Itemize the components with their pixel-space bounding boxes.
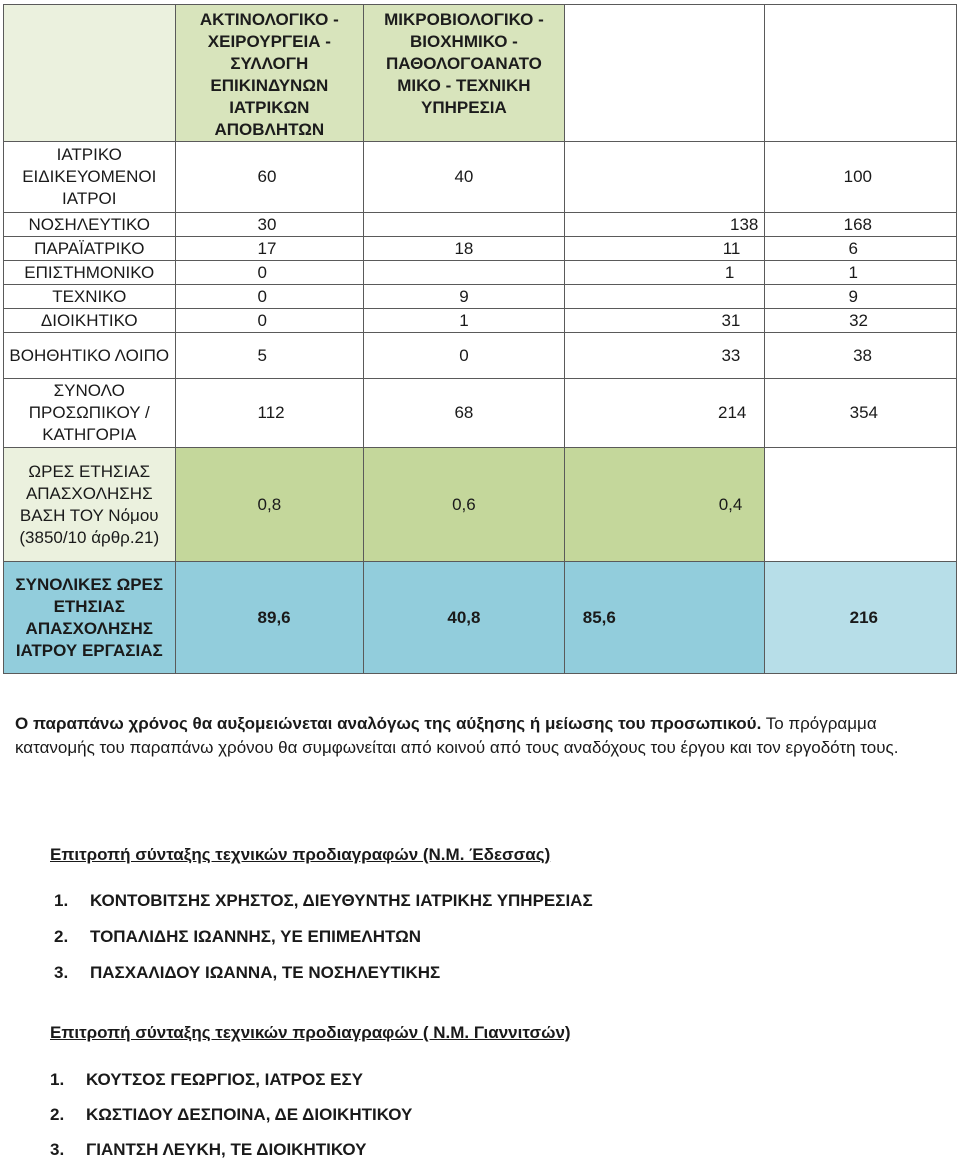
committee-member — [54, 891, 593, 911]
cell-value: 0 — [175, 309, 364, 333]
header-cell-empty — [4, 5, 176, 142]
cell-value — [765, 448, 957, 562]
member-name: ΚΩΣΤΙΔΟΥ ΔΕΣΠΟΙΝΑ, ΔΕ ΔΙΟΙΚΗΤΙΚΟΥ — [86, 1105, 413, 1124]
cell-value: 38 — [765, 333, 957, 379]
member-name: ΚΟΝΤΟΒΙΤΣΗΣ ΧΡΗΣΤΟΣ, ΔΙΕΥΘΥΝΤΗΣ ΙΑΤΡΙΚΗΣ ΥΠΗΡΕΣΙΑΣ — [90, 891, 593, 910]
table-row — [4, 237, 957, 261]
header-cell-blank-3 — [564, 5, 765, 142]
cell-value: 9 — [765, 285, 957, 309]
committee-title-edessa: Επιτροπή σύνταξης τεχνικών προδιαγραφών (Ν.Μ. Έδεσσας) — [50, 845, 551, 864]
committee-member — [50, 1105, 412, 1125]
cell-value: 40 — [364, 142, 565, 213]
cell-value: 216 — [765, 562, 957, 674]
header-cell-radiology: ΑΚΤΙΝΟΛΟΓΙΚΟ - ΧΕΙΡΟΥΡΓΕΙΑ - ΣΥΛΛΟΓΗ ΕΠΙΚΙΝΔΥΝΩΝ ΙΑΤΡΙΚΩΝ ΑΠΟΒΛΗΤΩΝ — [175, 5, 364, 142]
table-row — [4, 309, 957, 333]
note-paragraph — [15, 712, 950, 760]
row-label: ΙΑΤΡΙΚΟ ΕΙΔΙΚΕΥΟΜΕΝΟΙ ΙΑΤΡΟΙ — [4, 142, 176, 213]
table-row — [4, 142, 957, 213]
cell-value: 1 — [765, 261, 957, 285]
cell-value: 9 — [364, 285, 565, 309]
member-name: ΚΟΥΤΣΟΣ ΓΕΩΡΓΙΟΣ, ΙΑΤΡΟΣ ΕΣΥ — [86, 1070, 363, 1089]
staff-hours-table — [3, 4, 957, 674]
header-cell-microbiology: ΜΙΚΡΟΒΙΟΛΟΓΙΚΟ - ΒΙΟΧΗΜΙΚΟ - ΠΑΘΟΛΟΓΟΑΝΑΤΟ ΜΙΚΟ - ΤΕΧΝΙΚΗ ΥΠΗΡΕΣΙΑ — [364, 5, 565, 142]
cell-value: 112 — [175, 379, 364, 448]
cell-value: 0,6 — [364, 448, 565, 562]
table-row — [4, 213, 957, 237]
row-label: ΤΕΧΝΙΚΟ — [4, 285, 176, 309]
cell-value: 354 — [765, 379, 957, 448]
header-row — [4, 5, 957, 142]
row-label: ΩΡΕΣ ΕΤΗΣΙΑΣ ΑΠΑΣΧΟΛΗΣΗΣ ΒΑΣΗ ΤΟΥ Νόμου (3850/10 άρθρ.21) — [4, 448, 176, 562]
cell-value: 32 — [765, 309, 957, 333]
table-row — [4, 285, 957, 309]
row-label: ΣΥΝΟΛΙΚΕΣ ΩΡΕΣ ΕΤΗΣΙΑΣ ΑΠΑΣΧΟΛΗΣΗΣ ΙΑΤΡΟΥ ΕΡΓΑΣΙΑΣ — [4, 562, 176, 674]
member-number: 3. — [54, 963, 69, 982]
row-label: ΒΟΗΘΗΤΙΚΟ ΛΟΙΠΟ — [4, 333, 176, 379]
cell-value: 30 — [175, 213, 364, 237]
row-label: ΔΙΟΙΚΗΤΙΚΟ — [4, 309, 176, 333]
committee-title-giannitsa: Επιτροπή σύνταξης τεχνικών προδιαγραφών ( Ν.Μ. Γιαννιτσών) — [50, 1023, 571, 1042]
note-bold-text: Ο παραπάνω χρόνος θα αυξομειώνεται αναλόγως της αύξησης ή μείωσης του προσωπικού. — [15, 714, 762, 733]
row-label: ΠΑΡΑΪΑΤΡΙΚΟ — [4, 237, 176, 261]
table-row — [4, 379, 957, 448]
member-name: ΤΟΠΑΛΙΔΗΣ ΙΩΑΝΝΗΣ, ΥΕ ΕΠΙΜΕΛΗΤΩΝ — [90, 927, 421, 946]
cell-value — [364, 261, 565, 285]
cell-value — [364, 213, 565, 237]
cell-value: 85,6 — [564, 562, 765, 674]
cell-value: 0 — [364, 333, 565, 379]
cell-value: 100 — [765, 142, 957, 213]
cell-value: 138 — [564, 213, 765, 237]
cell-value: 214 — [564, 379, 765, 448]
cell-value: 0 — [175, 285, 364, 309]
cell-value: 0 — [175, 261, 364, 285]
row-label: ΕΠΙΣΤΗΜΟΝΙΚΟ — [4, 261, 176, 285]
cell-value: 168 — [765, 213, 957, 237]
cell-value: 0,8 — [175, 448, 364, 562]
row-label: ΣΥΝΟΛΟ ΠΡΟΣΩΠΙΚΟΥ / ΚΑΤΗΓΟΡΙΑ — [4, 379, 176, 448]
row-label: ΝΟΣΗΛΕΥΤΙΚΟ — [4, 213, 176, 237]
cell-value: 60 — [175, 142, 364, 213]
cell-value: 40,8 — [364, 562, 565, 674]
committee-member — [50, 1140, 366, 1160]
committee-member — [54, 963, 440, 983]
committee-member — [50, 1070, 363, 1090]
cell-value: 1 — [364, 309, 565, 333]
member-number: 1. — [50, 1070, 65, 1089]
cell-value: 1 — [564, 261, 765, 285]
cell-value — [564, 142, 765, 213]
cell-value: 68 — [364, 379, 565, 448]
header-cell-blank-4 — [765, 5, 957, 142]
member-number: 2. — [54, 927, 69, 946]
table-row — [4, 333, 957, 379]
total-row — [4, 562, 957, 674]
cell-value: 89,6 — [175, 562, 364, 674]
cell-value: 6 — [765, 237, 957, 261]
cell-value: 31 — [564, 309, 765, 333]
member-number: 1. — [54, 891, 69, 910]
committee-member — [54, 927, 421, 947]
member-name: ΠΑΣΧΑΛΙΔΟΥ ΙΩΑΝΝΑ, ΤΕ ΝΟΣΗΛΕΥΤΙΚΗΣ — [90, 963, 441, 982]
member-number: 2. — [50, 1105, 65, 1124]
cell-value: 11 — [564, 237, 765, 261]
cell-value: 33 — [564, 333, 765, 379]
hours-row — [4, 448, 957, 562]
cell-value: 0,4 — [564, 448, 765, 562]
cell-value — [564, 285, 765, 309]
cell-value: 17 — [175, 237, 364, 261]
member-name: ΓΙΑΝΤΣΗ ΛΕΥΚΗ, ΤΕ ΔΙΟΙΚΗΤΙΚΟΥ — [86, 1140, 367, 1159]
member-number: 3. — [50, 1140, 65, 1159]
cell-value: 18 — [364, 237, 565, 261]
cell-value: 5 — [175, 333, 364, 379]
note-text: Το πρόγραμμα κατανομής του παραπάνω χρόνου θα συμφωνείται από κοινού από τους αναδόχους του έργου και τον εργοδότη τους. — [15, 714, 899, 757]
table-row — [4, 261, 957, 285]
